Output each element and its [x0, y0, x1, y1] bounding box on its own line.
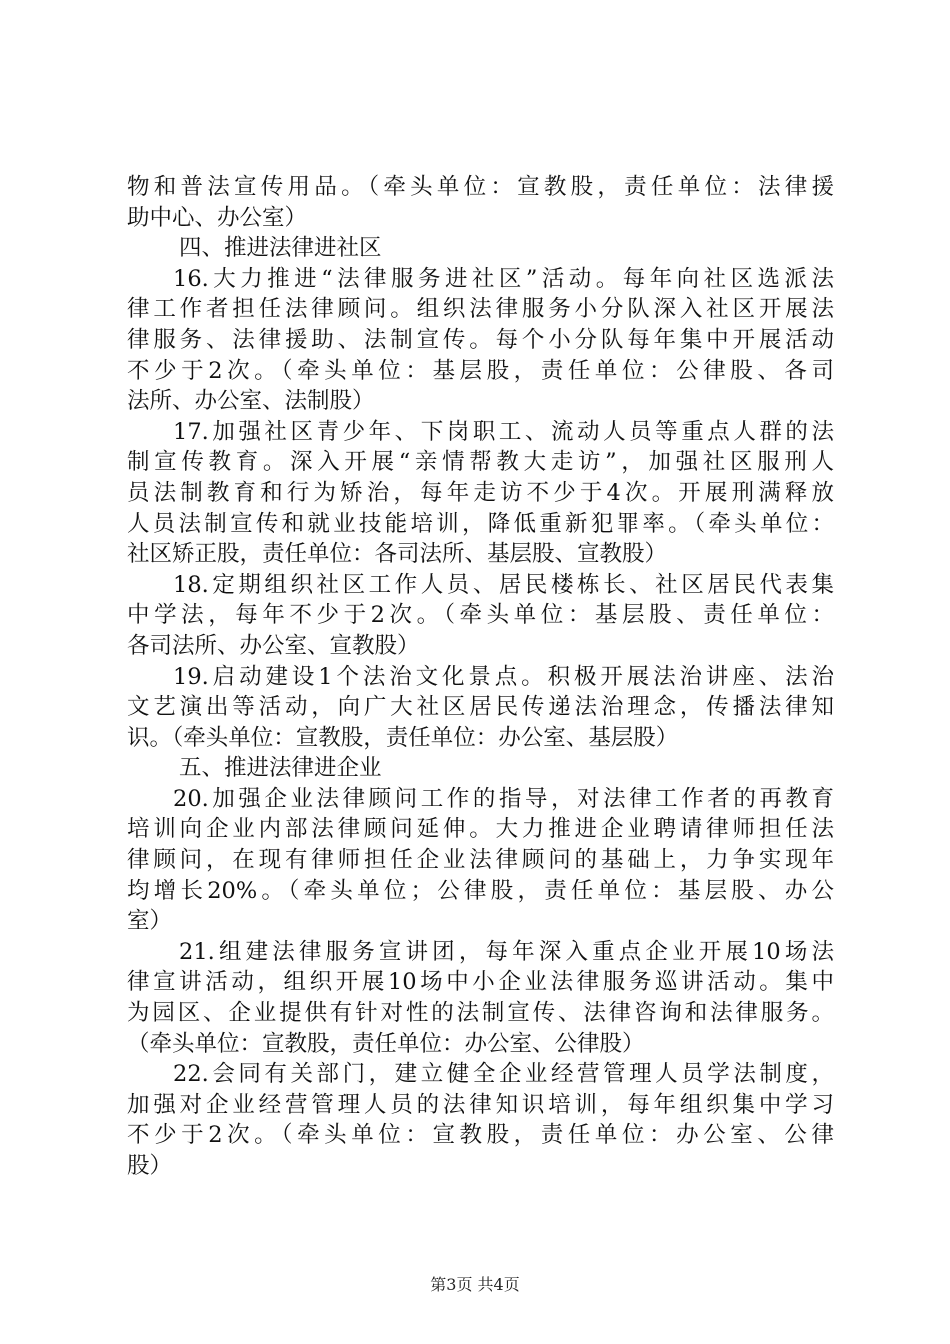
text-line: 助中心、办公室） — [127, 204, 308, 231]
text-line: 制宣传教育。深入开展“亲情帮教大走访”，加强社区服刑人 — [127, 449, 834, 476]
section-heading — [127, 233, 834, 264]
paragraph — [127, 570, 834, 662]
text-line: 18.定期组织社区工作人员、居民楼栋长、社区居民代表集 — [173, 571, 834, 598]
text-line: 21.组建法律服务宣讲团，每年深入重点企业开展10场法 — [179, 938, 834, 965]
text-line: 20.加强企业法律顾问工作的指导，对法律工作者的再教育 — [173, 785, 834, 812]
paragraph — [127, 417, 834, 570]
text-line: 16.大力推进“法律服务进社区”活动。每年向社区选派法 — [173, 265, 834, 292]
text-line: 四、推进法律进社区 — [179, 235, 382, 262]
text-line: （牵头单位：宣教股，责任单位：办公室、公律股） — [127, 1030, 645, 1057]
text-line: 股） — [127, 1153, 173, 1179]
paragraph — [127, 662, 834, 754]
text-line: 人员法制宣传和就业技能培训，降低重新犯罪率。（牵头单位： — [127, 510, 834, 537]
text-line: 各司法所、办公室、宣教股） — [127, 632, 420, 659]
text-line: 律工作者担任法律顾问。组织法律服务小分队深入社区开展法 — [127, 296, 834, 323]
text-line: 识。（牵头单位：宣教股，责任单位：办公室、基层股） — [127, 724, 679, 751]
text-line: 法所、办公室、法制股） — [127, 388, 375, 415]
page-footer: 第3页 共4页 — [430, 1275, 520, 1294]
text-line: 22.会同有关部门，建立健全企业经营管理人员学法制度， — [173, 1061, 834, 1088]
text-line: 培训向企业内部法律顾问延伸。大力推进企业聘请律师担任法 — [127, 816, 834, 843]
text-line: 律服务、法律援助、法制宣传。每个小分队每年集中开展活动 — [127, 326, 834, 353]
text-line: 均增长20%。（牵头单位；公律股，责任单位：基层股、办公 — [127, 877, 834, 904]
text-line: 律顾问，在现有律师担任企业法律顾问的基础上，力争实现年 — [127, 847, 834, 874]
paragraph — [127, 937, 834, 1059]
text-line: 文艺演出等活动，向广大社区居民传递法治理念，传播法律知 — [127, 694, 834, 721]
paragraph — [127, 1059, 834, 1181]
text-line: 五、推进法律进企业 — [179, 755, 382, 782]
text-line: 社区矫正股，责任单位：各司法所、基层股、宣教股） — [127, 541, 668, 568]
text-line: 不少于2次。（牵头单位：宣教股，责任单位：办公室、公律 — [127, 1122, 834, 1149]
text-line: 室） — [127, 908, 173, 935]
text-line: 律宣讲活动，组织开展10场中小企业法律服务巡讲活动。集中 — [127, 969, 834, 996]
text-line: 员法制教育和行为矫治，每年走访不少于4次。开展刑满释放 — [127, 479, 834, 506]
text-line: 加强对企业经营管理人员的法律知识培训，每年组织集中学习 — [127, 1091, 834, 1118]
paragraph — [127, 264, 834, 417]
paragraph — [127, 172, 834, 233]
text-line: 中学法，每年不少于2次。（牵头单位：基层股、责任单位： — [127, 602, 834, 629]
text-line: 不少于2次。（牵头单位：基层股，责任单位：公律股、各司 — [127, 357, 834, 384]
text-line: 19.启动建设1个法治文化景点。积极开展法治讲座、法治 — [173, 663, 834, 690]
paragraph — [127, 784, 834, 937]
document-body — [127, 172, 834, 1182]
section-heading — [127, 753, 834, 784]
text-line: 17.加强社区青少年、下岗职工、流动人员等重点人群的法 — [173, 418, 834, 445]
text-line: 物和普法宣传用品。（牵头单位：宣教股，责任单位：法律援 — [127, 174, 834, 200]
text-line: 为园区、企业提供有针对性的法制宣传、法律咨询和法律服务。 — [127, 1000, 834, 1027]
